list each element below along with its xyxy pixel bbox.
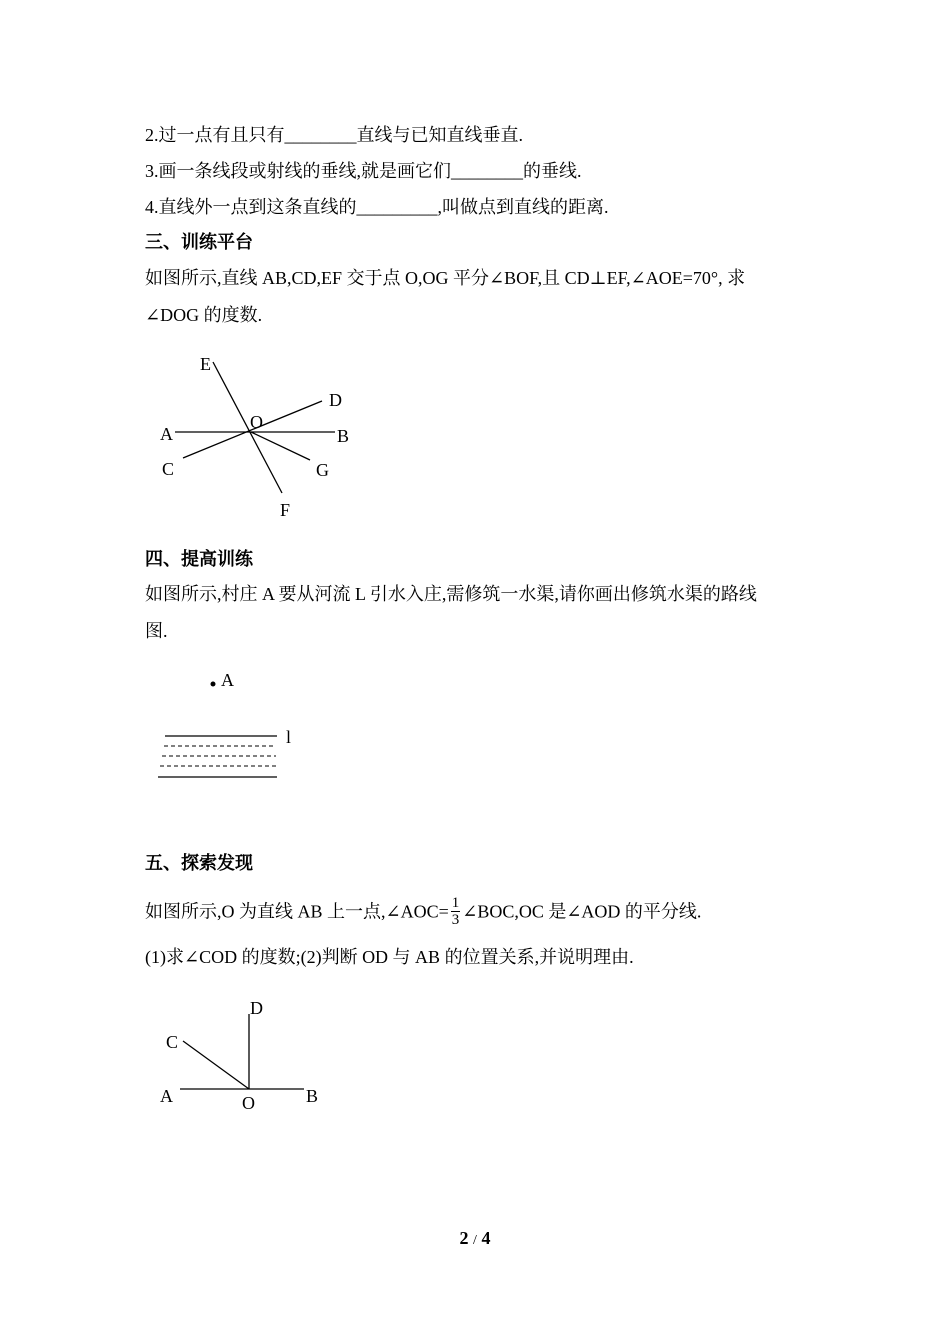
page-current: 2	[459, 1228, 469, 1248]
label-a: A	[160, 424, 173, 444]
section-title-training: 三、训练平台	[145, 232, 253, 253]
question-item-2: 2.过一点有且只有________直线与已知直线垂直.	[145, 125, 523, 145]
page-number	[0, 1228, 950, 1249]
problem-text-3-line1: 如图所示,直线 AB,CD,EF 交于点 O,OG 平分∠BOF,且 CD⊥EF,∠AOE=70°, 求	[145, 268, 746, 288]
question-item-3: 3.画一条线段或射线的垂线,就是画它们________的垂线.	[145, 161, 582, 181]
label-a: A	[160, 1086, 173, 1106]
ray-og	[251, 432, 310, 460]
label-g: G	[316, 460, 329, 480]
fraction-denominator: 3	[451, 912, 460, 928]
section-title-exploration: 五、探索发现	[145, 853, 253, 874]
page-total: 4	[481, 1228, 491, 1248]
problem-text-5-line2: (1)求∠COD 的度数;(2)判断 OD 与 AB 的位置关系,并说明理由.	[145, 947, 634, 967]
problem-text-5-line1	[145, 897, 701, 930]
problem-text-5-prefix: 如图所示,O 为直线 AB 上一点,∠AOC=	[145, 901, 449, 922]
problem-text-5-suffix: ∠BOC,OC 是∠AOD 的平分线.	[462, 901, 702, 922]
problem-text-3-line2: ∠DOG 的度数.	[145, 305, 263, 325]
label-b: B	[337, 426, 350, 446]
ray-oc	[183, 1041, 249, 1089]
figure-intersecting-lines	[0, 340, 400, 530]
label-river-l: l	[286, 727, 292, 747]
label-c: C	[162, 459, 175, 479]
label-o: O	[250, 412, 263, 432]
label-e: E	[200, 354, 211, 374]
label-village-a: A	[221, 670, 234, 690]
question-item-4: 4.直线外一点到这条直线的_________,叫做点到直线的距离.	[145, 197, 609, 217]
label-o: O	[242, 1093, 255, 1113]
problem-text-4-line1: 如图所示,村庄 A 要从河流 L 引水入庄,需修筑一水渠,请你画出修筑水渠的路线	[145, 584, 757, 604]
label-c: C	[166, 1032, 179, 1052]
fraction-numerator: 1	[451, 895, 460, 911]
figure-village-river	[0, 660, 400, 790]
point-village-a	[211, 682, 216, 687]
label-f: F	[280, 500, 291, 520]
label-d: D	[329, 390, 342, 410]
fraction-one-third	[451, 895, 461, 928]
section-title-improvement: 四、提高训练	[145, 549, 253, 570]
page-separator: /	[473, 1233, 477, 1248]
problem-text-4-line2: 图.	[145, 621, 168, 641]
label-d: D	[250, 998, 263, 1018]
label-b: B	[306, 1086, 319, 1106]
figure-angle-bisector	[0, 990, 400, 1120]
line-ef	[213, 362, 282, 493]
